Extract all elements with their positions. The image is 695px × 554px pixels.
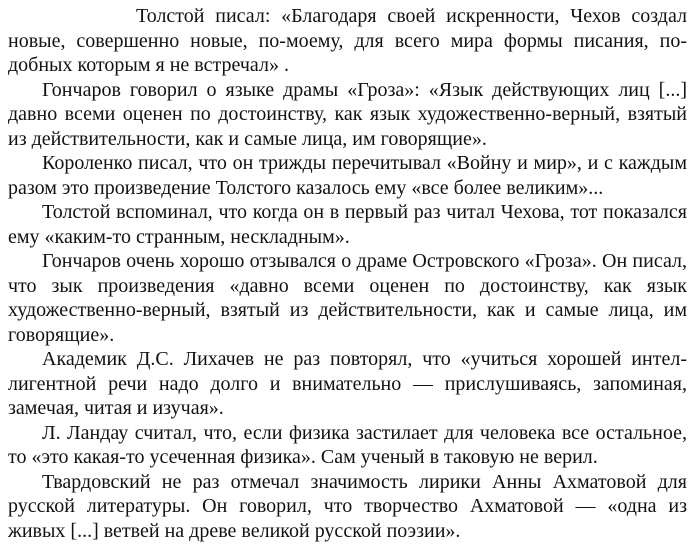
paragraph-likhachev-speech: Академик Д.С. Лихачев не раз повторял, что «учиться хорошей интеллигентной речи надо долго и внимательно — прислушиваясь, запоминая, замечая, читая и изучая». xyxy=(8,348,687,419)
paragraph-landau-physics: Л. Ландау считал, что, если физика застилает для человека все остальное, то «это какая-то усеченная физика». Сам ученый в таковую не верил. xyxy=(8,421,687,468)
paragraph-goncharov-groza: Гончаров очень хорошо отзывался о драме Островского «Гроза». Он писал, что зык произведения «давно всеми оценен по достоинству, как язык художественно-верный, взятый из действительности, как и самые лица, им говорящие». xyxy=(8,250,687,346)
paragraph-tolstoy-first-reading: Толстой вспоминал, что когда он в первый раз читал Чехова, тот показался ему «каким-то странным, нескладным». xyxy=(8,201,687,248)
paragraph-tvardovsky-akhmatova: Твардовский не раз отмечал значимость лирики Анны Ахматовой для русской литературы. Он говорил, что творчество Ахматовой — «одна из живых [...] ветвей на древе великой русской поэзии». xyxy=(8,470,687,542)
paragraph-korolenko-war-and-peace: Короленко писал, что он трижды перечитывал «Войну и мир», и с каждым разом это произведение Толстого казалось ему «все более великим»... xyxy=(8,152,687,199)
paragraph-goncharov-language: Гончаров говорил о языке драмы «Гроза»: «Язык действующих лиц [...] давно всеми оценен по достоинству, как язык художественно-верный, взятый из действительности, как и самые лица, им говорящие». xyxy=(8,78,687,150)
paragraph-tolstoy-chekhov-forms: Толстой писал: «Благодаря своей искренности, Чехов создал новые, совершенно новые, по-моему, для всего мира формы писания, подобных которым я не встречал» . xyxy=(8,5,687,76)
document-page xyxy=(8,4,687,543)
